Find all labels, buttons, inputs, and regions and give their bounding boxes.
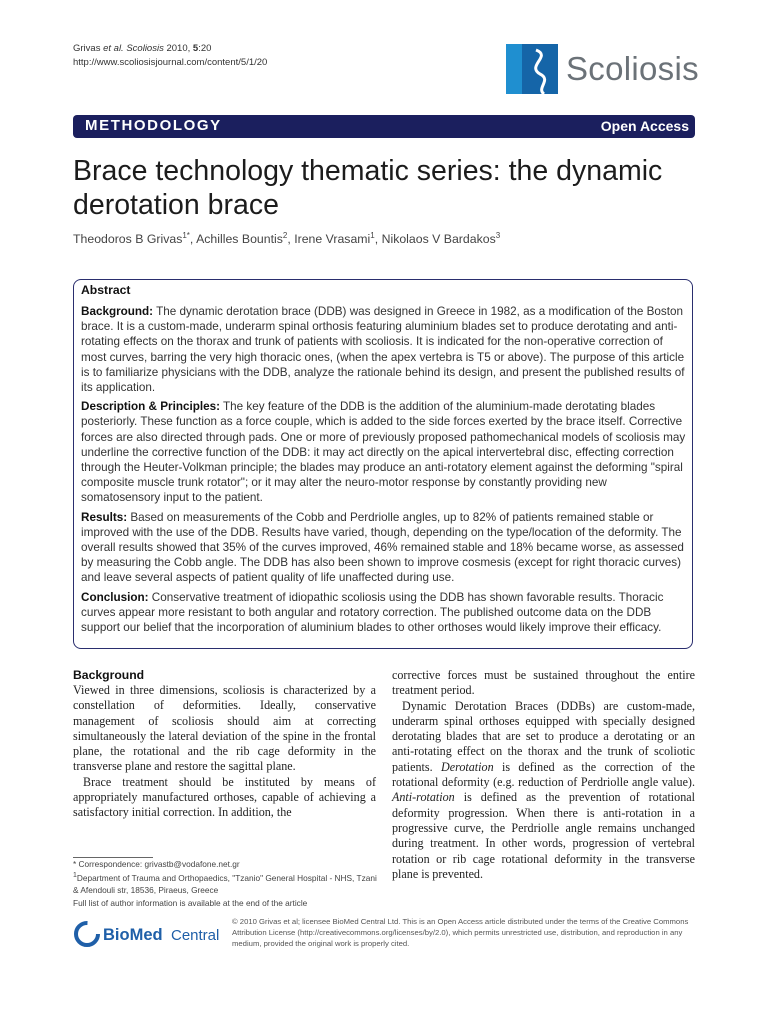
abstract-box — [73, 279, 693, 649]
citation-header — [73, 42, 267, 70]
logo-bio-text: BioMed — [103, 926, 163, 944]
body-paragraph: Brace treatment should be instituted by means of appropriately manufactured orthoses, capable of achieving a satisfactory initial correction. In addition, the — [73, 774, 376, 820]
section-label: METHODOLOGY — [85, 117, 222, 134]
abstract-background: Background: The dynamic derotation brace (DDB) was designed in Greece in 1982, as a modification of the Boston brace. It is a custom-made, underarm spinal orthosis featuring aluminium blades set to produce derotating and anti-rotating effects on the thorax and trunk of patients with scoliosis. It is indicated for the non-operative correction of most curves, barring the very high thoracic ones, (when the apex vertebra is T5 or above). The purpose of this article is to familiarize physicians with the DDB, analyze the rationale behind its design, and present the published results of its application. — [81, 305, 685, 395]
author[interactable]: Nikolaos V Bardakos — [381, 232, 496, 247]
author[interactable]: Theodoros B Grivas — [73, 232, 183, 247]
author-list: Theodoros B Grivas$^{1*}$, Achilles Bountis$^2$, Irene Vrasami$^1$, Nikolaos V Bardakos$^3$ — [73, 231, 501, 247]
author[interactable]: Irene Vrasami — [294, 232, 371, 247]
author-affiliation: 1 — [370, 231, 375, 240]
abstract-description: Description & Principles: The key feature of the DDB is the addition of the aluminium-made derotating blades posteriorly. These function as a force couple, which is added to the side forces exerted by the brace itself. Corrective forces are also directed through pads. One or more of previously proposed pathomechanical models of scoliosis may underline the corrective function of the DDB: it may act directly on the apical intervertebral disc, effecting correction through the Heuter-Volkman principle; the blades may produce an anti-rotatory element against the deforming "spiral composite muscle trunk rotator"; or it may alter the neuro-motor response by constantly providing new somatosensory input to the patient. — [81, 400, 686, 505]
abstract-results: Results: Based on measurements of the Cobb and Perdriolle angles, up to 82% of patients remained stable or improved with the use of the DDB. Results have varied, though, depending on the type/location of the deformity. The overall results showed that 35% of the curves improved, 46% remained stable and 18% became worse, as assessed by measuring the Cobb angle. The DDB has also been shown to improve cosmesis (except for right thoracic curves) and leave several aspects of patient quality of life unaffected during use. — [81, 510, 684, 585]
body-paragraph: Dynamic Derotation Braces (DDBs) are custom-made, underarm spinal orthoses equipped with specially designed derotating blades that are set to produce a derotating or an anti-rotating effect on the thorax and the trunk of scoliotic patients. Derotation is defined as the correction of the rotational deformity (e.g. reduction of Perdriolle angle value). Anti-rotation is defined as the prevention of rotational deformity progression. When there is anti-rotation in a progressive curve, the Perdriolle angle remains unchanged during treatment. In other words, progression of vertebral rotation or rib cage rotational deformity in the transverse plane is prevented. — [392, 698, 695, 881]
author-affiliation: 2 — [282, 231, 288, 240]
body-left-column — [73, 668, 376, 821]
author-affiliation: 1* — [182, 231, 190, 240]
affiliation: $^1$Department of Trauma and Orthopaedics, "Tzanio" General Hospital - NHS, Tzani & Afendouli str, 18536, Piraeus, Greece — [73, 872, 377, 896]
open-access-label: Open Access — [600, 118, 689, 134]
body-paragraph: corrective forces must be sustained throughout the entire treatment period. — [392, 668, 695, 698]
author-affiliation: 3 — [495, 231, 501, 240]
section-banner — [73, 115, 695, 138]
author-info-note: Full list of author information is available at the end of the article — [73, 897, 308, 908]
background-heading: Background — [73, 668, 145, 682]
body-paragraph: Viewed in three dimensions, scoliosis is characterized by a constellation of deformities. Ideally, conservative management of scoliosis should aim at correcting simultaneously the lateral deviation of the spine in the frontal plane, the rotational and the rib cage deformity in the transverse plane and restore the sagittal plane. — [73, 683, 376, 774]
article-title: Brace technology thematic series: the dynamic derotation brace — [73, 155, 663, 221]
logo-central-text: Central — [171, 927, 220, 944]
author[interactable]: Achilles Bountis — [196, 232, 283, 247]
biomed-central-logo-icon — [73, 918, 223, 950]
license-text: © 2010 Grivas et al; licensee BioMed Central Ltd. This is an Open Access article distributed under the terms of the Creative Commons Attribution License (http://creativecommons.org/licenses/by/2.0), which permits unrestricted use, distribution, and reproduction in any medium, provided the original work is properly cited. — [232, 917, 689, 948]
journal-name: Scoliosis — [566, 50, 699, 87]
correspondence: * Correspondence: grivastb@vodafone.net.gr — [73, 859, 240, 869]
citation-line: Grivas et al. Scoliosis 2010, 5:20 — [73, 43, 212, 54]
footnotes — [73, 858, 383, 909]
article-url[interactable]: http://www.scoliosisjournal.com/content/5/1/20 — [73, 57, 268, 68]
abstract-heading: Abstract — [81, 283, 131, 297]
body-right-column — [392, 668, 695, 882]
abstract-conclusion: Conclusion: Conservative treatment of idiopathic scoliosis using the DDB has shown favorable results. Thoracic curves appear more resistant to both angular and rotatory correction. The published outcome data on the DDB support our belief that the incorporation of aluminium blades to other orthoses would likely improve their efficacy. — [81, 590, 664, 635]
